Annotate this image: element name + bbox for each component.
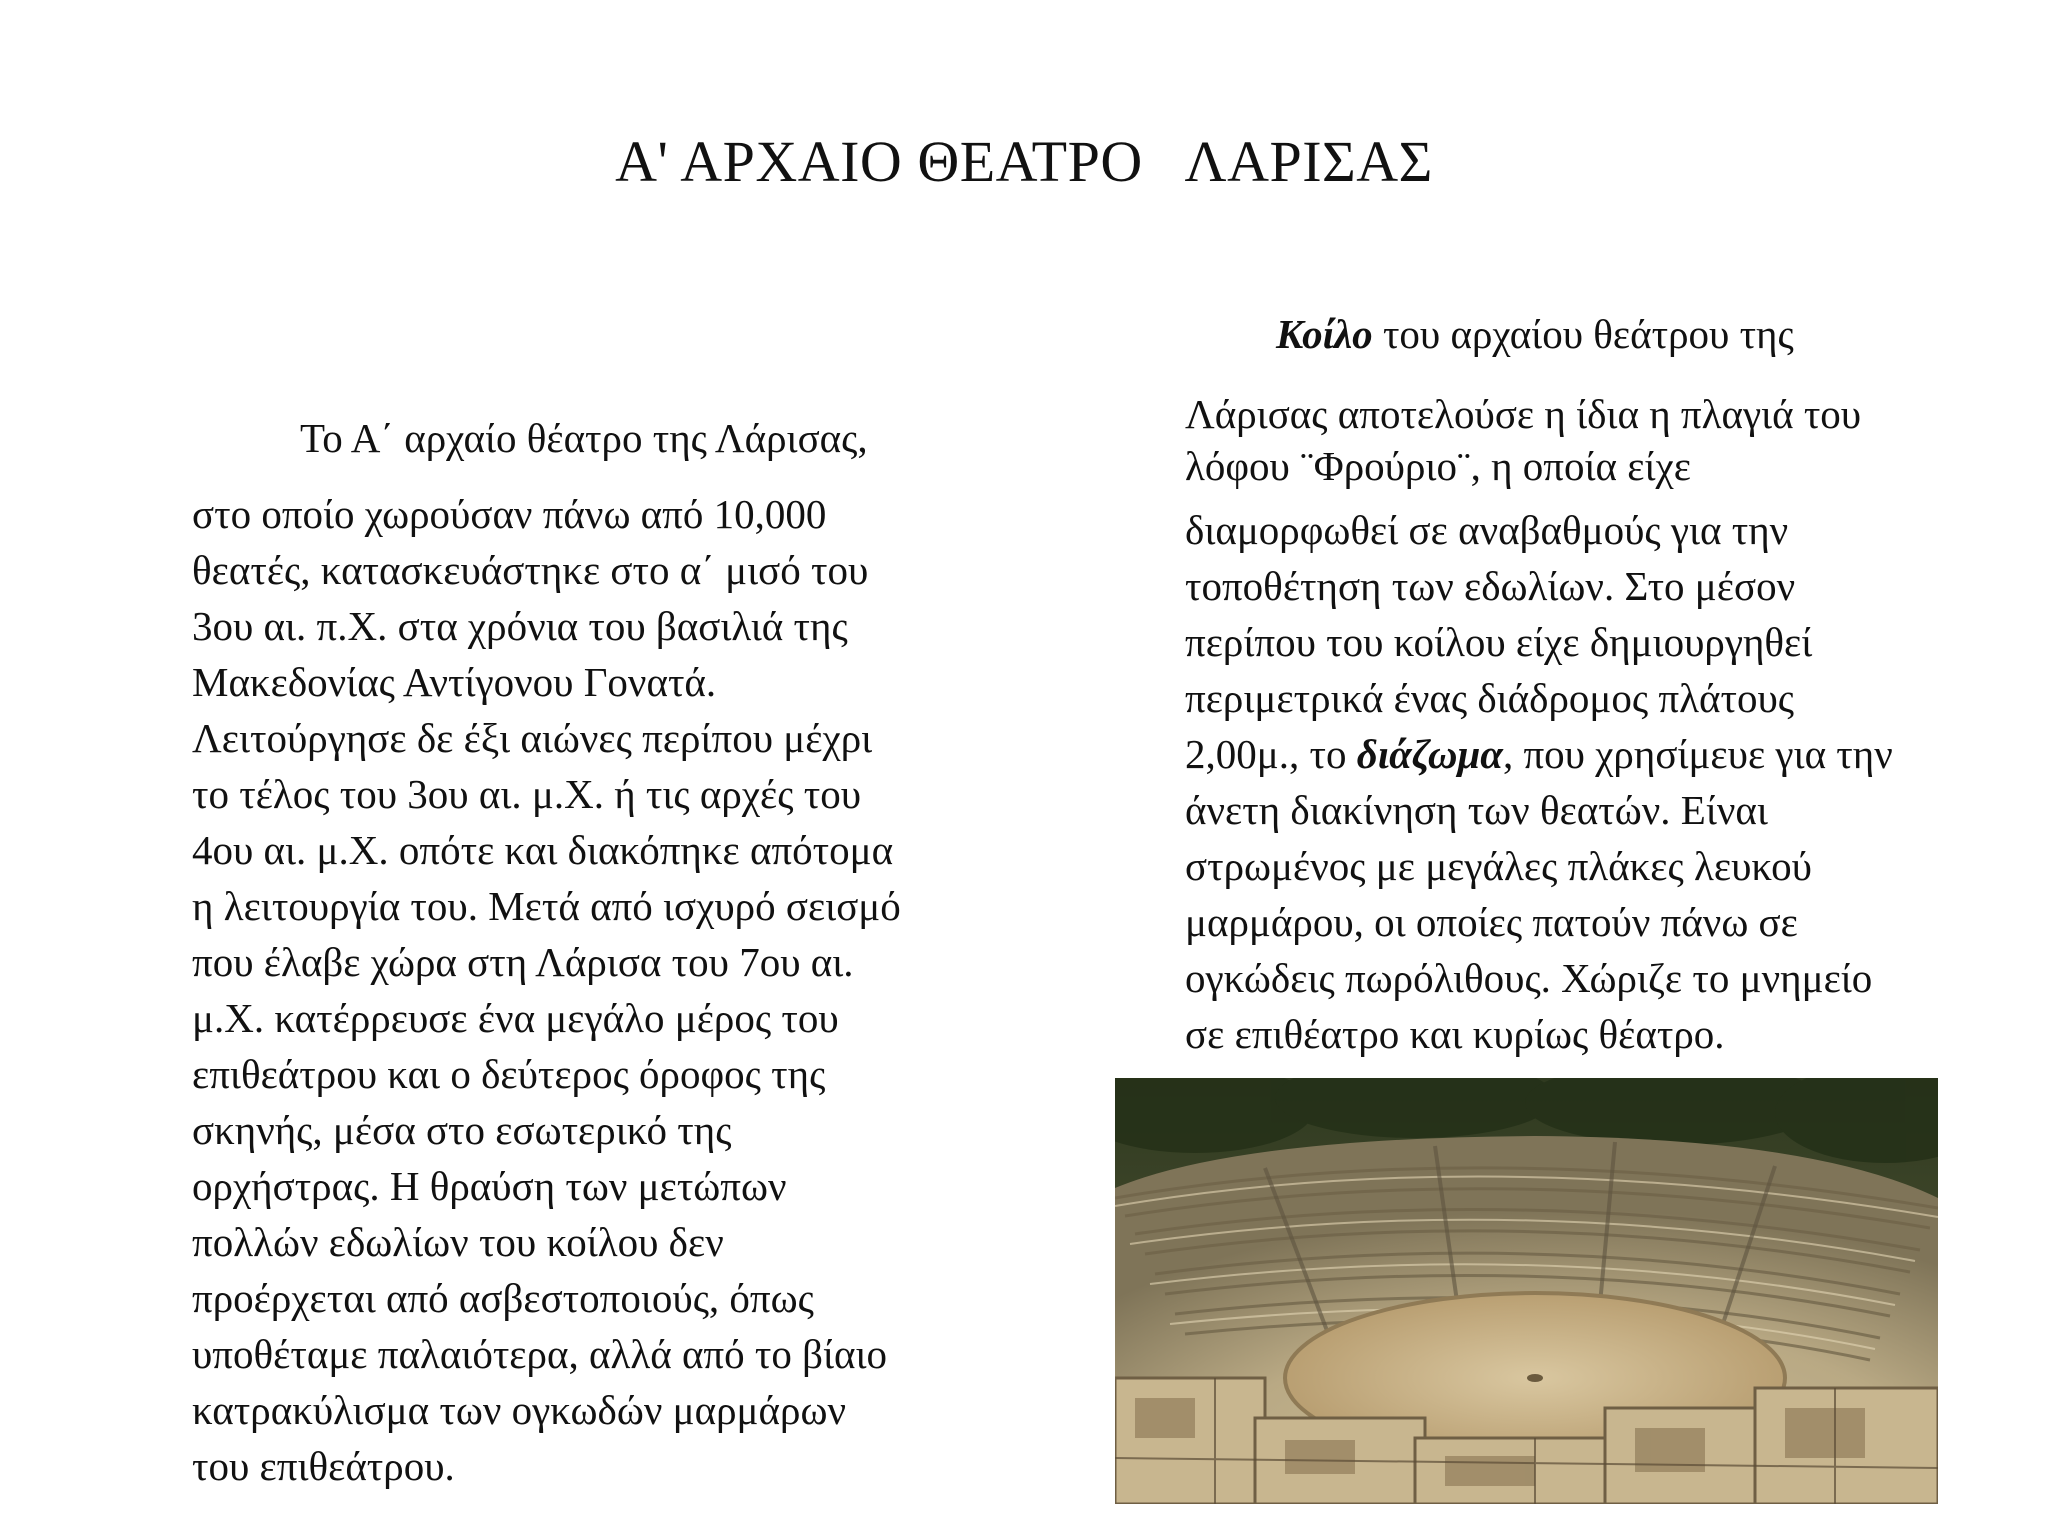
left-text-line: προέρχεται από ασβεστοποιούς, όπως <box>192 1275 814 1321</box>
left-text-line: το τέλος του 3ου αι. μ.Χ. ή τις αρχές του <box>192 771 862 817</box>
right-intro-line <box>1276 311 1794 357</box>
right-term-line <box>1185 731 1893 777</box>
theatre-photo <box>1115 1078 1938 1504</box>
right-term-after: , που χρησίμευε για την <box>1502 731 1893 777</box>
term-koilo: Κοίλο <box>1276 311 1373 357</box>
left-text-line: ορχήστρας. Η θραύση των μετώπων <box>192 1163 787 1209</box>
left-text-line: του επιθεάτρου. <box>192 1443 455 1489</box>
left-text-line: επιθεάτρου και ο δεύτερος όροφος της <box>192 1051 826 1097</box>
right-text-line: λόφου ¨Φρούριο¨, η οποία είχε <box>1185 443 1691 489</box>
left-text-line: υποθέταμε παλαιότερα, αλλά από το βίαιο <box>192 1331 887 1377</box>
right-text-line: στρωμένος με μεγάλες πλάκες λευκού <box>1185 843 1812 889</box>
left-text-line: Μακεδονίας Αντίγονου Γονατά. <box>192 659 717 705</box>
right-text-line: σε επιθέατρο και κυρίως θέατρο. <box>1185 1011 1725 1057</box>
left-text-line: πολλών εδωλίων του κοίλου δεν <box>192 1219 724 1265</box>
left-text-line: θεατές, κατασκευάστηκε στο α΄ μισό του <box>192 547 869 593</box>
left-text-line: που έλαβε χώρα στη Λάρισα του 7ου αι. <box>192 939 854 985</box>
right-text-line: περιμετρικά ένας διάδρομος πλάτους <box>1185 675 1794 721</box>
right-text-line: άνετη διακίνηση των θεατών. Είναι <box>1185 787 1768 833</box>
right-text-line: περίπου του κοίλου είχε δημιουργηθεί <box>1185 619 1813 665</box>
left-text-line: Το Α΄ αρχαίο θέατρο της Λάρισας, <box>300 415 868 461</box>
slide-title: Α' ΑΡΧΑΙΟ ΘΕΑΤΡΟ ΛΑΡΙΣΑΣ <box>615 129 1433 194</box>
right-text-line: Λάρισας αποτελούσε η ίδια η πλαγιά του <box>1185 391 1862 437</box>
right-text-line: τοποθέτηση των εδωλίων. Στο μέσον <box>1185 563 1796 609</box>
left-text-line: 4ου αι. μ.Χ. οπότε και διακόπηκε απότομα <box>192 827 894 873</box>
right-text-line: μαρμάρου, οι οποίες πατούν πάνω σε <box>1185 899 1798 945</box>
term-diazoma: διάζωμα <box>1356 731 1503 777</box>
left-text-line: η λειτουργία του. Μετά από ισχυρό σεισμό <box>192 883 901 929</box>
left-text-line: Λειτούργησε δε έξι αιώνες περίπου μέχρι <box>192 715 873 761</box>
left-text-line: κατρακύλισμα των ογκωδών μαρμάρων <box>192 1387 846 1433</box>
left-text-line: σκηνής, μέσα στο εσωτερικό της <box>192 1107 732 1153</box>
left-text-line: στο οποίο χωρούσαν πάνω από 10,000 <box>192 491 827 537</box>
right-text-line: ογκώδεις πωρόλιθους. Χώριζε το μνημείο <box>1185 955 1873 1001</box>
left-text-line: 3ου αι. π.Χ. στα χρόνια του βασιλιά της <box>192 603 848 649</box>
theatre-illustration <box>1115 1078 1938 1504</box>
right-term-before: 2,00μ., το <box>1185 731 1357 777</box>
right-text-line: διαμορφωθεί σε αναβαθμούς για την <box>1185 507 1789 553</box>
left-text-line: μ.Χ. κατέρρευσε ένα μεγάλο μέρος του <box>192 995 839 1041</box>
right-intro-rest: του αρχαίου θεάτρου της <box>1372 311 1794 357</box>
